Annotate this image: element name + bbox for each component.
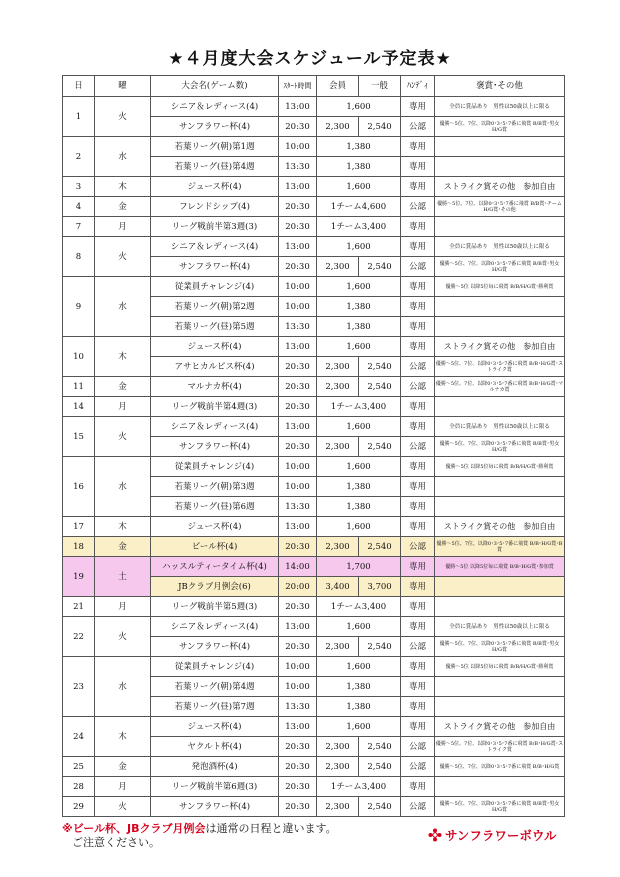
cell-notes: 優勝～5位、7位、以降0･3･5･7番に飛賞 B/B賞･男女H/G賞 [435, 437, 565, 457]
table-row [63, 557, 565, 577]
cell-tournament-name: リーグ戦前半第5週(3) [151, 597, 279, 617]
cell-start-time: 10:00 [279, 457, 317, 477]
cell-member-fee: 1,600 [317, 717, 401, 737]
cell-weekday: 土 [95, 557, 151, 597]
cell-start-time: 20:30 [279, 537, 317, 557]
cell-handicap: 専用 [401, 497, 435, 517]
cell-notes [435, 497, 565, 517]
cell-notes: 優勝～5位、7位、以降0･3･5･7番に飛賞 B/B･H/G賞･B賞 [435, 537, 565, 557]
cell-weekday: 火 [95, 97, 151, 137]
cell-tournament-name: 従業員チャレンジ(4) [151, 457, 279, 477]
cell-handicap: 専用 [401, 137, 435, 157]
cell-general-fee: 2,540 [359, 737, 401, 757]
cell-weekday: 木 [95, 337, 151, 377]
cell-tournament-name: リーグ戦前半第3週(3) [151, 217, 279, 237]
header-start-time: ｽﾀｰﾄ時間 [279, 76, 317, 97]
cell-notes [435, 297, 565, 317]
cell-tournament-name: サンフラワー杯(4) [151, 117, 279, 137]
cell-tournament-name: シニア＆レディース(4) [151, 617, 279, 637]
cell-member-fee: 2,300 [317, 757, 359, 777]
cell-member-fee: 2,300 [317, 377, 359, 397]
cell-member-fee: 1チーム4,600 [317, 197, 401, 217]
cell-day: 25 [63, 757, 95, 777]
cell-tournament-name: リーグ戦前半第6週(3) [151, 777, 279, 797]
cell-day: 2 [63, 137, 95, 177]
cell-notes [435, 677, 565, 697]
cell-day: 7 [63, 217, 95, 237]
table-row [63, 797, 565, 817]
cell-start-time: 13:30 [279, 317, 317, 337]
cell-member-fee: 2,300 [317, 737, 359, 757]
cell-member-fee: 1,600 [317, 277, 401, 297]
cell-start-time: 20:30 [279, 797, 317, 817]
cell-weekday: 火 [95, 797, 151, 817]
cell-tournament-name: 発泡酒杯(4) [151, 757, 279, 777]
page-title: ★４月度大会スケジュール予定表★ [168, 49, 452, 69]
cell-day: 1 [63, 97, 95, 137]
cell-tournament-name: ヤクルト杯(4) [151, 737, 279, 757]
cell-member-fee: 2,300 [317, 797, 359, 817]
cell-member-fee: 2,300 [317, 257, 359, 277]
cell-tournament-name: 若葉リーグ(朝)第3週 [151, 477, 279, 497]
cell-general-fee: 2,540 [359, 257, 401, 277]
cell-weekday: 金 [95, 757, 151, 777]
cell-start-time: 20:30 [279, 357, 317, 377]
cell-start-time: 13:30 [279, 697, 317, 717]
cell-start-time: 20:30 [279, 757, 317, 777]
cell-start-time: 13:00 [279, 717, 317, 737]
cell-member-fee: 1チーム3,400 [317, 217, 401, 237]
cell-notes [435, 317, 565, 337]
cell-weekday: 金 [95, 197, 151, 217]
cell-general-fee: 2,540 [359, 117, 401, 137]
cell-notes: 優勝～5位、7位、以降0･3･5･7番に飛賞 B/B･H/G賞･マルナカ賞 [435, 377, 565, 397]
cell-notes: 優勝～5位 以降5位毎に飛賞 B/B/H/G賞･勝利賞 [435, 457, 565, 477]
cell-tournament-name: シニア＆レディース(4) [151, 417, 279, 437]
cell-member-fee: 1,380 [317, 137, 401, 157]
table-row [63, 97, 565, 117]
cell-notes: 優勝～5位、7位、以降0･3･5･7番に飛賞 B/B賞･男女H/G賞 [435, 797, 565, 817]
cell-member-fee: 1,380 [317, 297, 401, 317]
cell-handicap: 公認 [401, 737, 435, 757]
table-row [63, 377, 565, 397]
table-row [63, 617, 565, 637]
cell-start-time: 10:00 [279, 277, 317, 297]
cell-day: 17 [63, 517, 95, 537]
table-row [63, 397, 565, 417]
cell-weekday: 木 [95, 177, 151, 197]
table-row [63, 757, 565, 777]
cell-handicap: 公認 [401, 437, 435, 457]
table-row [63, 517, 565, 537]
cell-member-fee: 1,600 [317, 657, 401, 677]
cell-tournament-name: ハッスルティータイム杯(4) [151, 557, 279, 577]
header-weekday: 曜 [95, 76, 151, 97]
header-member-fee: 会員 [317, 76, 359, 97]
cell-day: 8 [63, 237, 95, 277]
cell-day: 3 [63, 177, 95, 197]
cell-weekday: 月 [95, 597, 151, 617]
cell-member-fee: 2,300 [317, 637, 359, 657]
cell-handicap: 公認 [401, 757, 435, 777]
cell-member-fee: 1,700 [317, 557, 401, 577]
cell-weekday: 月 [95, 397, 151, 417]
cell-start-time: 10:00 [279, 657, 317, 677]
cell-member-fee: 1,600 [317, 237, 401, 257]
table-row [63, 217, 565, 237]
cell-member-fee: 1,600 [317, 177, 401, 197]
table-row [63, 537, 565, 557]
cell-member-fee: 3,400 [317, 577, 359, 597]
cell-member-fee: 1,600 [317, 457, 401, 477]
footer-notice [62, 822, 337, 850]
notice-mark: ※ [62, 822, 73, 835]
cell-notes [435, 577, 565, 597]
table-row [63, 237, 565, 257]
table-row [63, 717, 565, 737]
cell-handicap: 専用 [401, 217, 435, 237]
table-row [63, 777, 565, 797]
cell-tournament-name: ビール杯(4) [151, 537, 279, 557]
cell-day: 29 [63, 797, 95, 817]
cell-start-time: 13:00 [279, 337, 317, 357]
cell-member-fee: 1,380 [317, 497, 401, 517]
cell-handicap: 専用 [401, 97, 435, 117]
cell-notes [435, 477, 565, 497]
table-row [63, 177, 565, 197]
cell-member-fee: 1,380 [317, 157, 401, 177]
cell-start-time: 13:30 [279, 497, 317, 517]
cell-handicap: 公認 [401, 797, 435, 817]
cell-start-time: 13:30 [279, 157, 317, 177]
cell-notes [435, 397, 565, 417]
cell-day: 23 [63, 657, 95, 717]
table-row [63, 657, 565, 677]
cell-weekday: 月 [95, 777, 151, 797]
cell-tournament-name: シニア＆レディース(4) [151, 237, 279, 257]
cell-weekday: 火 [95, 417, 151, 457]
cell-notes [435, 697, 565, 717]
notice-line2: ご注意ください。 [72, 836, 160, 849]
cell-general-fee: 2,540 [359, 437, 401, 457]
cell-handicap: 専用 [401, 517, 435, 537]
cell-weekday: 火 [95, 237, 151, 277]
table-row [63, 277, 565, 297]
cell-tournament-name: サンフラワー杯(4) [151, 257, 279, 277]
cell-handicap: 専用 [401, 557, 435, 577]
cell-notes: 全員に賞品あり 男性は50歳以上に限る [435, 617, 565, 637]
cell-handicap: 公認 [401, 357, 435, 377]
cell-day: 19 [63, 557, 95, 597]
cell-start-time: 10:00 [279, 137, 317, 157]
cell-notes: 優勝～5位 以降5位毎に飛賞 B/B･H/G賞･参加賞 [435, 557, 565, 577]
cell-tournament-name: シニア＆レディース(4) [151, 97, 279, 117]
cell-handicap: 専用 [401, 337, 435, 357]
cell-handicap: 専用 [401, 397, 435, 417]
cell-tournament-name: JBクラブ月例会(6) [151, 577, 279, 597]
cell-general-fee: 2,540 [359, 757, 401, 777]
cell-tournament-name: 若葉リーグ(昼)第6週 [151, 497, 279, 517]
cell-tournament-name: ジュース杯(4) [151, 517, 279, 537]
cell-handicap: 専用 [401, 777, 435, 797]
schedule-table [62, 75, 565, 817]
cell-start-time: 20:30 [279, 217, 317, 237]
cell-handicap: 専用 [401, 417, 435, 437]
logo-text: サンフラワーボウル [445, 828, 557, 843]
cell-tournament-name: ジュース杯(4) [151, 177, 279, 197]
cell-member-fee: 1,600 [317, 517, 401, 537]
cell-tournament-name: 若葉リーグ(朝)第1週 [151, 137, 279, 157]
cell-tournament-name: サンフラワー杯(4) [151, 637, 279, 657]
cell-start-time: 20:30 [279, 377, 317, 397]
cell-member-fee: 2,300 [317, 357, 359, 377]
cell-day: 24 [63, 717, 95, 757]
cell-notes: 優勝～5位、7位、以降0･3･5･7番に飛賞 B/B･H/G賞 [435, 757, 565, 777]
cell-tournament-name: アサヒカルピス杯(4) [151, 357, 279, 377]
cell-notes: 全員に賞品あり 男性は50歳以上に限る [435, 417, 565, 437]
cell-handicap: 専用 [401, 657, 435, 677]
cell-handicap: 専用 [401, 577, 435, 597]
notice-text: は通常の日程と違います。 [205, 822, 337, 835]
cell-member-fee: 1,600 [317, 97, 401, 117]
cell-handicap: 専用 [401, 697, 435, 717]
cell-member-fee: 2,300 [317, 537, 359, 557]
cell-notes: 全員に賞品あり 男性は50歳以上に限る [435, 97, 565, 117]
cell-tournament-name: 若葉リーグ(朝)第2週 [151, 297, 279, 317]
cell-notes: 優勝～5位、7位、以降0･3･5･7番に飛賞 B/B賞･男女H/G賞 [435, 637, 565, 657]
cell-start-time: 20:30 [279, 397, 317, 417]
cell-notes [435, 217, 565, 237]
cell-member-fee: 1,380 [317, 477, 401, 497]
cell-start-time: 20:30 [279, 597, 317, 617]
cell-handicap: 専用 [401, 717, 435, 737]
cell-start-time: 13:00 [279, 177, 317, 197]
cell-day: 18 [63, 537, 95, 557]
cell-notes: 優勝～5位 以降5位毎に飛賞 B/B/H/G賞･勝利賞 [435, 277, 565, 297]
table-header-row [63, 76, 565, 97]
cell-notes: ストライク賞その他 参加自由 [435, 177, 565, 197]
header-notes: 褒賞･その他 [435, 76, 565, 97]
cell-notes: 優勝～5位、7位、以降0･3･5･7番に飛賞 B/B･H/G賞･ストライク賞 [435, 357, 565, 377]
cell-member-fee: 2,300 [317, 117, 359, 137]
cell-notes: 優勝～5位、7位、以降0･3･5･7番に飛賞 B/B･H/G賞･ストライク賞 [435, 737, 565, 757]
cell-notes: 優勝～5位、7位、以降0･3･5･7番に飛賞 B/B賞･男女H/G賞 [435, 117, 565, 137]
cell-notes: 優勝～5位 以降5位毎に飛賞 B/B/H/G賞･勝利賞 [435, 657, 565, 677]
cell-weekday: 水 [95, 277, 151, 337]
cell-general-fee: 2,540 [359, 377, 401, 397]
brand-logo [428, 826, 557, 844]
cell-tournament-name: サンフラワー杯(4) [151, 437, 279, 457]
cell-notes: ストライク賞その他 参加自由 [435, 337, 565, 357]
cell-member-fee: 1チーム3,400 [317, 777, 401, 797]
cell-weekday: 木 [95, 717, 151, 757]
cell-member-fee: 1チーム3,400 [317, 597, 401, 617]
cell-weekday: 水 [95, 137, 151, 177]
header-handicap: ﾊﾝﾃﾞｨ [401, 76, 435, 97]
cell-member-fee: 1,600 [317, 417, 401, 437]
cell-general-fee: 3,700 [359, 577, 401, 597]
cell-handicap: 専用 [401, 237, 435, 257]
cell-weekday: 金 [95, 537, 151, 557]
cell-handicap: 専用 [401, 277, 435, 297]
cell-notes: ストライク賞その他 参加自由 [435, 517, 565, 537]
cell-start-time: 13:00 [279, 517, 317, 537]
table-row [63, 337, 565, 357]
cell-start-time: 10:00 [279, 477, 317, 497]
cell-general-fee: 2,540 [359, 537, 401, 557]
cell-notes: 優勝～5位、7位、以降0･3･5･7番に飛賞 B/B賞･チームH/G賞･その他 [435, 197, 565, 217]
cell-handicap: 専用 [401, 317, 435, 337]
cell-day: 10 [63, 337, 95, 377]
cell-tournament-name: マルナカ杯(4) [151, 377, 279, 397]
cell-weekday: 火 [95, 617, 151, 657]
cell-start-time: 13:00 [279, 97, 317, 117]
cell-tournament-name: 若葉リーグ(昼)第5週 [151, 317, 279, 337]
cell-tournament-name: 若葉リーグ(昼)第4週 [151, 157, 279, 177]
cell-start-time: 13:00 [279, 417, 317, 437]
cell-start-time: 14:00 [279, 557, 317, 577]
cell-notes [435, 597, 565, 617]
cell-day: 14 [63, 397, 95, 417]
cell-start-time: 10:00 [279, 677, 317, 697]
table-row [63, 197, 565, 217]
cell-notes [435, 157, 565, 177]
cell-notes [435, 137, 565, 157]
cell-handicap: 公認 [401, 637, 435, 657]
cell-handicap: 公認 [401, 257, 435, 277]
cell-member-fee: 1,380 [317, 317, 401, 337]
cell-member-fee: 2,300 [317, 437, 359, 457]
cell-handicap: 公認 [401, 537, 435, 557]
cell-tournament-name: 従業員チャレンジ(4) [151, 657, 279, 677]
cell-tournament-name: ジュース杯(4) [151, 337, 279, 357]
cell-day: 21 [63, 597, 95, 617]
cell-start-time: 20:30 [279, 437, 317, 457]
cell-general-fee: 2,540 [359, 637, 401, 657]
cell-notes: 優勝～5位、7位、以降0･3･5･7番に飛賞 B/B賞･男女H/G賞 [435, 257, 565, 277]
cell-start-time: 20:30 [279, 637, 317, 657]
cell-member-fee: 1チーム3,400 [317, 397, 401, 417]
cell-tournament-name: リーグ戦前半第4週(3) [151, 397, 279, 417]
cell-handicap: 専用 [401, 617, 435, 637]
cell-day: 28 [63, 777, 95, 797]
sunflower-icon [428, 828, 442, 842]
table-row [63, 417, 565, 437]
cell-member-fee: 1,600 [317, 337, 401, 357]
cell-start-time: 13:00 [279, 617, 317, 637]
cell-day: 15 [63, 417, 95, 457]
cell-start-time: 20:30 [279, 197, 317, 217]
cell-member-fee: 1,600 [317, 617, 401, 637]
cell-weekday: 水 [95, 457, 151, 517]
cell-start-time: 10:00 [279, 297, 317, 317]
notice-highlight: ビール杯、JBクラブ月例会 [72, 822, 206, 835]
cell-notes [435, 777, 565, 797]
cell-tournament-name: 従業員チャレンジ(4) [151, 277, 279, 297]
cell-handicap: 公認 [401, 197, 435, 217]
cell-tournament-name: 若葉リーグ(朝)第4週 [151, 677, 279, 697]
cell-handicap: 専用 [401, 297, 435, 317]
cell-day: 16 [63, 457, 95, 517]
cell-general-fee: 2,540 [359, 797, 401, 817]
cell-handicap: 専用 [401, 177, 435, 197]
cell-weekday: 木 [95, 517, 151, 537]
cell-handicap: 公認 [401, 117, 435, 137]
cell-tournament-name: フレンドシップ(4) [151, 197, 279, 217]
cell-member-fee: 1,380 [317, 677, 401, 697]
cell-day: 11 [63, 377, 95, 397]
cell-start-time: 20:30 [279, 257, 317, 277]
cell-start-time: 20:30 [279, 777, 317, 797]
header-tournament-name: 大会名(ゲーム数) [151, 76, 279, 97]
cell-member-fee: 1,380 [317, 697, 401, 717]
cell-weekday: 月 [95, 217, 151, 237]
cell-notes: 全員に賞品あり 男性は50歳以上に限る [435, 237, 565, 257]
cell-start-time: 13:00 [279, 237, 317, 257]
table-row [63, 457, 565, 477]
table-row [63, 597, 565, 617]
cell-tournament-name: ジュース杯(4) [151, 717, 279, 737]
cell-day: 22 [63, 617, 95, 657]
cell-handicap: 専用 [401, 597, 435, 617]
table-row [63, 137, 565, 157]
cell-start-time: 20:00 [279, 577, 317, 597]
cell-tournament-name: サンフラワー杯(4) [151, 797, 279, 817]
cell-notes: ストライク賞その他 参加自由 [435, 717, 565, 737]
header-general-fee: 一般 [359, 76, 401, 97]
cell-general-fee: 2,540 [359, 357, 401, 377]
cell-handicap: 公認 [401, 377, 435, 397]
cell-tournament-name: 若葉リーグ(昼)第7週 [151, 697, 279, 717]
cell-day: 9 [63, 277, 95, 337]
cell-handicap: 専用 [401, 477, 435, 497]
cell-handicap: 専用 [401, 157, 435, 177]
cell-start-time: 20:30 [279, 737, 317, 757]
cell-weekday: 水 [95, 657, 151, 717]
cell-handicap: 専用 [401, 457, 435, 477]
header-day: 日 [63, 76, 95, 97]
cell-weekday: 金 [95, 377, 151, 397]
cell-start-time: 20:30 [279, 117, 317, 137]
cell-handicap: 専用 [401, 677, 435, 697]
cell-day: 4 [63, 197, 95, 217]
